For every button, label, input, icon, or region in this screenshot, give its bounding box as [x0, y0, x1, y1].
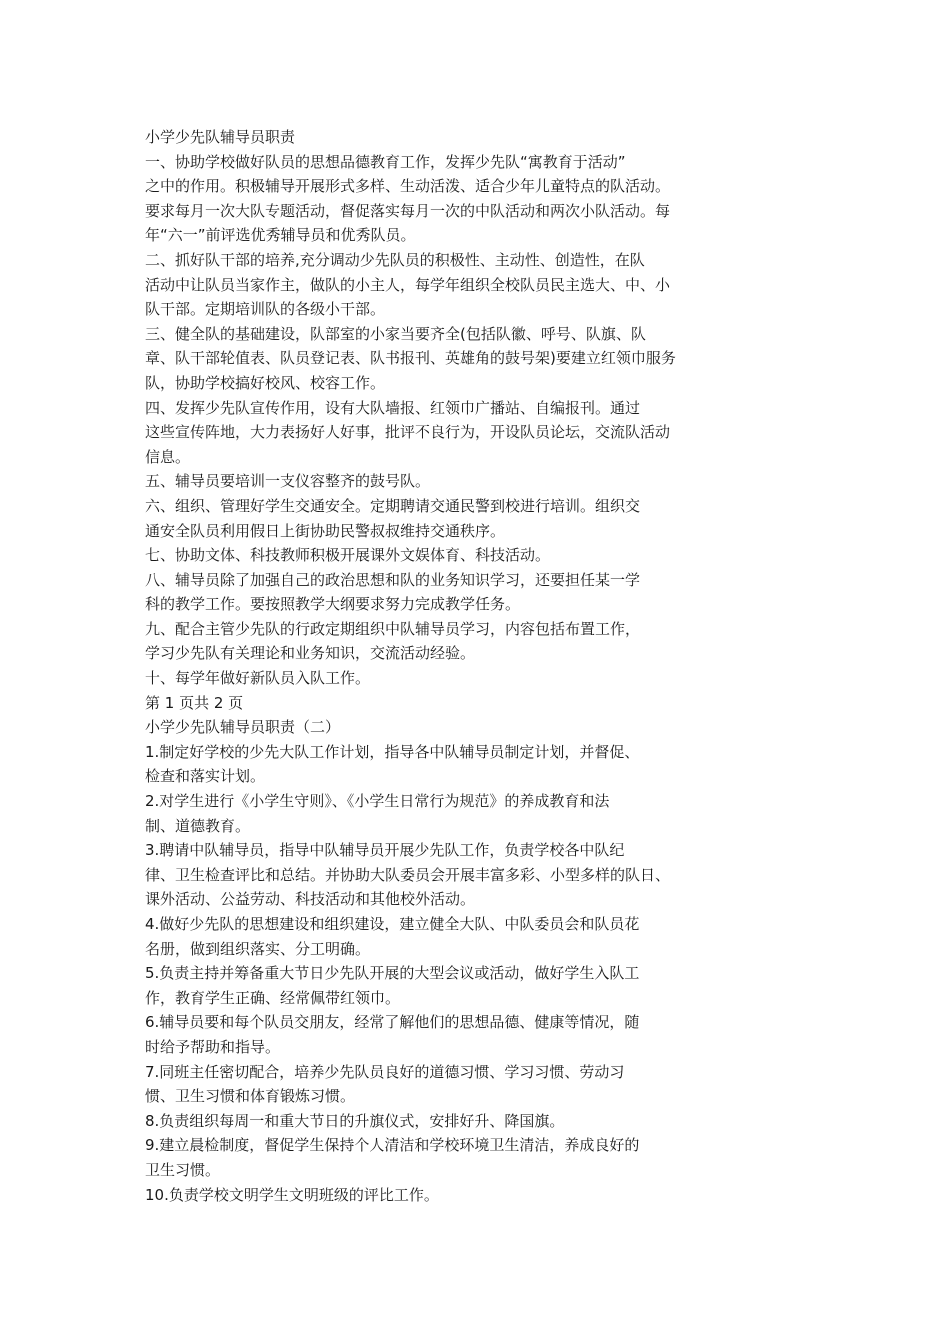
text-line: 之中的作用。积极辅导开展形式多样、生动活泼、适合少年儿童特点的队活动。 — [145, 177, 671, 196]
text-line: 三、健全队的基础建设，队部室的小家当要齐全(包括队徽、呼号、队旗、队 — [145, 324, 646, 343]
text-line: 制、道德教育。 — [145, 816, 251, 835]
text-line: 3.聘请中队辅导员，指导中队辅导员开展少先队工作，负责学校各中队纪 — [145, 841, 625, 860]
text-line: 8.负责组织每周一和重大节日的升旗仪式，安排好升、降国旗。 — [145, 1111, 565, 1130]
text-line: 4.做好少先队的思想建设和组织建设，建立健全大队、中队委员会和队员花 — [145, 915, 640, 933]
text-line: 惯、卫生习惯和体育锻炼习惯。 — [145, 1087, 356, 1106]
text-line: 卫生习惯。 — [145, 1160, 221, 1179]
text-line: 五、辅导员要培训一支仪容整齐的鼓号队。 — [145, 472, 431, 491]
text-line: 八、辅导员除了加强自己的政治思想和队的业务知识学习，还要担任某一学 — [145, 570, 641, 589]
text-line: 作，教育学生正确、经常佩带红领巾。 — [145, 988, 401, 1007]
text-line: 六、组织、管理好学生交通安全。定期聘请交通民警到校进行培训。组织交 — [145, 496, 641, 515]
text-line: 科的教学工作。要按照教学大纲要求努力完成教学任务。 — [145, 595, 521, 614]
text-line: 队，协助学校搞好校风、校容工作。 — [145, 373, 386, 392]
section-title: 小学少先队辅导员职责（二） — [145, 718, 341, 737]
text-line: 要求每月一次大队专题活动，督促落实每月一次的中队活动和两次小队活动。每 — [145, 201, 671, 220]
text-line: 活动中让队员当家作主，做队的小主人，每学年组织全校队员民主选大、中、小 — [145, 275, 671, 294]
text-line: 9.建立晨检制度，督促学生保持个人清洁和学校环境卫生清洁，养成良好的 — [145, 1136, 640, 1155]
text-line: 七、协助文体、科技教师积极开展课外文娱体育、科技活动。 — [145, 546, 551, 565]
text-line: 10.负责学校文明学生文明班级的评比工作。 — [145, 1185, 439, 1204]
document-body — [145, 125, 745, 1207]
text-line: 名册，做到组织落实、分工明确。 — [145, 939, 371, 958]
text-line: 1.制定好学校的少先大队工作计划，指导各中队辅导员制定计划，并督促、 — [145, 742, 640, 761]
text-line: 6.辅导员要和每个队员交朋友，经常了解他们的思想品德、健康等情况，随 — [145, 1013, 640, 1032]
text-line: 一、协助学校做好队员的思想品德教育工作，发挥少先队“寓教育于活动” — [145, 152, 626, 171]
text-line: 时给予帮助和指导。 — [145, 1037, 281, 1056]
text-line: 九、配合主管少先队的行政定期组织中队辅导员学习，内容包括布置工作， — [145, 619, 641, 638]
text-line: 律、卫生检查评比和总结。并协助大队委员会开展丰富多彩、小型多样的队日、 — [145, 865, 671, 884]
text-line: 通安全队员利用假日上街协助民警叔叔维持交通秩序。 — [145, 521, 506, 540]
document-title: 小学少先队辅导员职责 — [145, 128, 296, 146]
text-line: 检查和落实计划。 — [145, 767, 266, 786]
text-line: 学习少先队有关理论和业务知识，交流活动经验。 — [145, 644, 476, 663]
text-line: 年“六一”前评选优秀辅导员和优秀队员。 — [145, 226, 416, 245]
page-number: 第 1 页共 2 页 — [145, 693, 244, 712]
text-line: 二、抓好队干部的培养,充分调动少先队员的积极性、主动性、创造性，在队 — [145, 250, 645, 269]
text-line: 5.负责主持并筹备重大节日少先队开展的大型会议或活动，做好学生入队工 — [145, 964, 640, 983]
text-line: 课外活动、公益劳动、科技活动和其他校外活动。 — [145, 890, 476, 909]
text-line: 章、队干部轮值表、队员登记表、队书报刊、英雄角的鼓号架)要建立红领巾服务 — [145, 349, 676, 368]
text-line: 这些宣传阵地，大力表扬好人好事，批评不良行为，开设队员论坛，交流队活动 — [145, 423, 671, 442]
text-line: 队干部。定期培训队的各级小干部。 — [145, 300, 386, 319]
text-line: 7.同班主任密切配合，培养少先队员良好的道德习惯、学习习惯、劳动习 — [145, 1062, 625, 1081]
text-line: 2.对学生进行《小学生守则》、《小学生日常行为规范》的养成教育和法 — [145, 792, 610, 811]
text-line: 信息。 — [145, 447, 191, 466]
text-line: 四、发挥少先队宣传作用，设有大队墙报、红领巾广播站、自编报刊。通过 — [145, 398, 641, 417]
text-line: 十、每学年做好新队员入队工作。 — [145, 669, 371, 688]
